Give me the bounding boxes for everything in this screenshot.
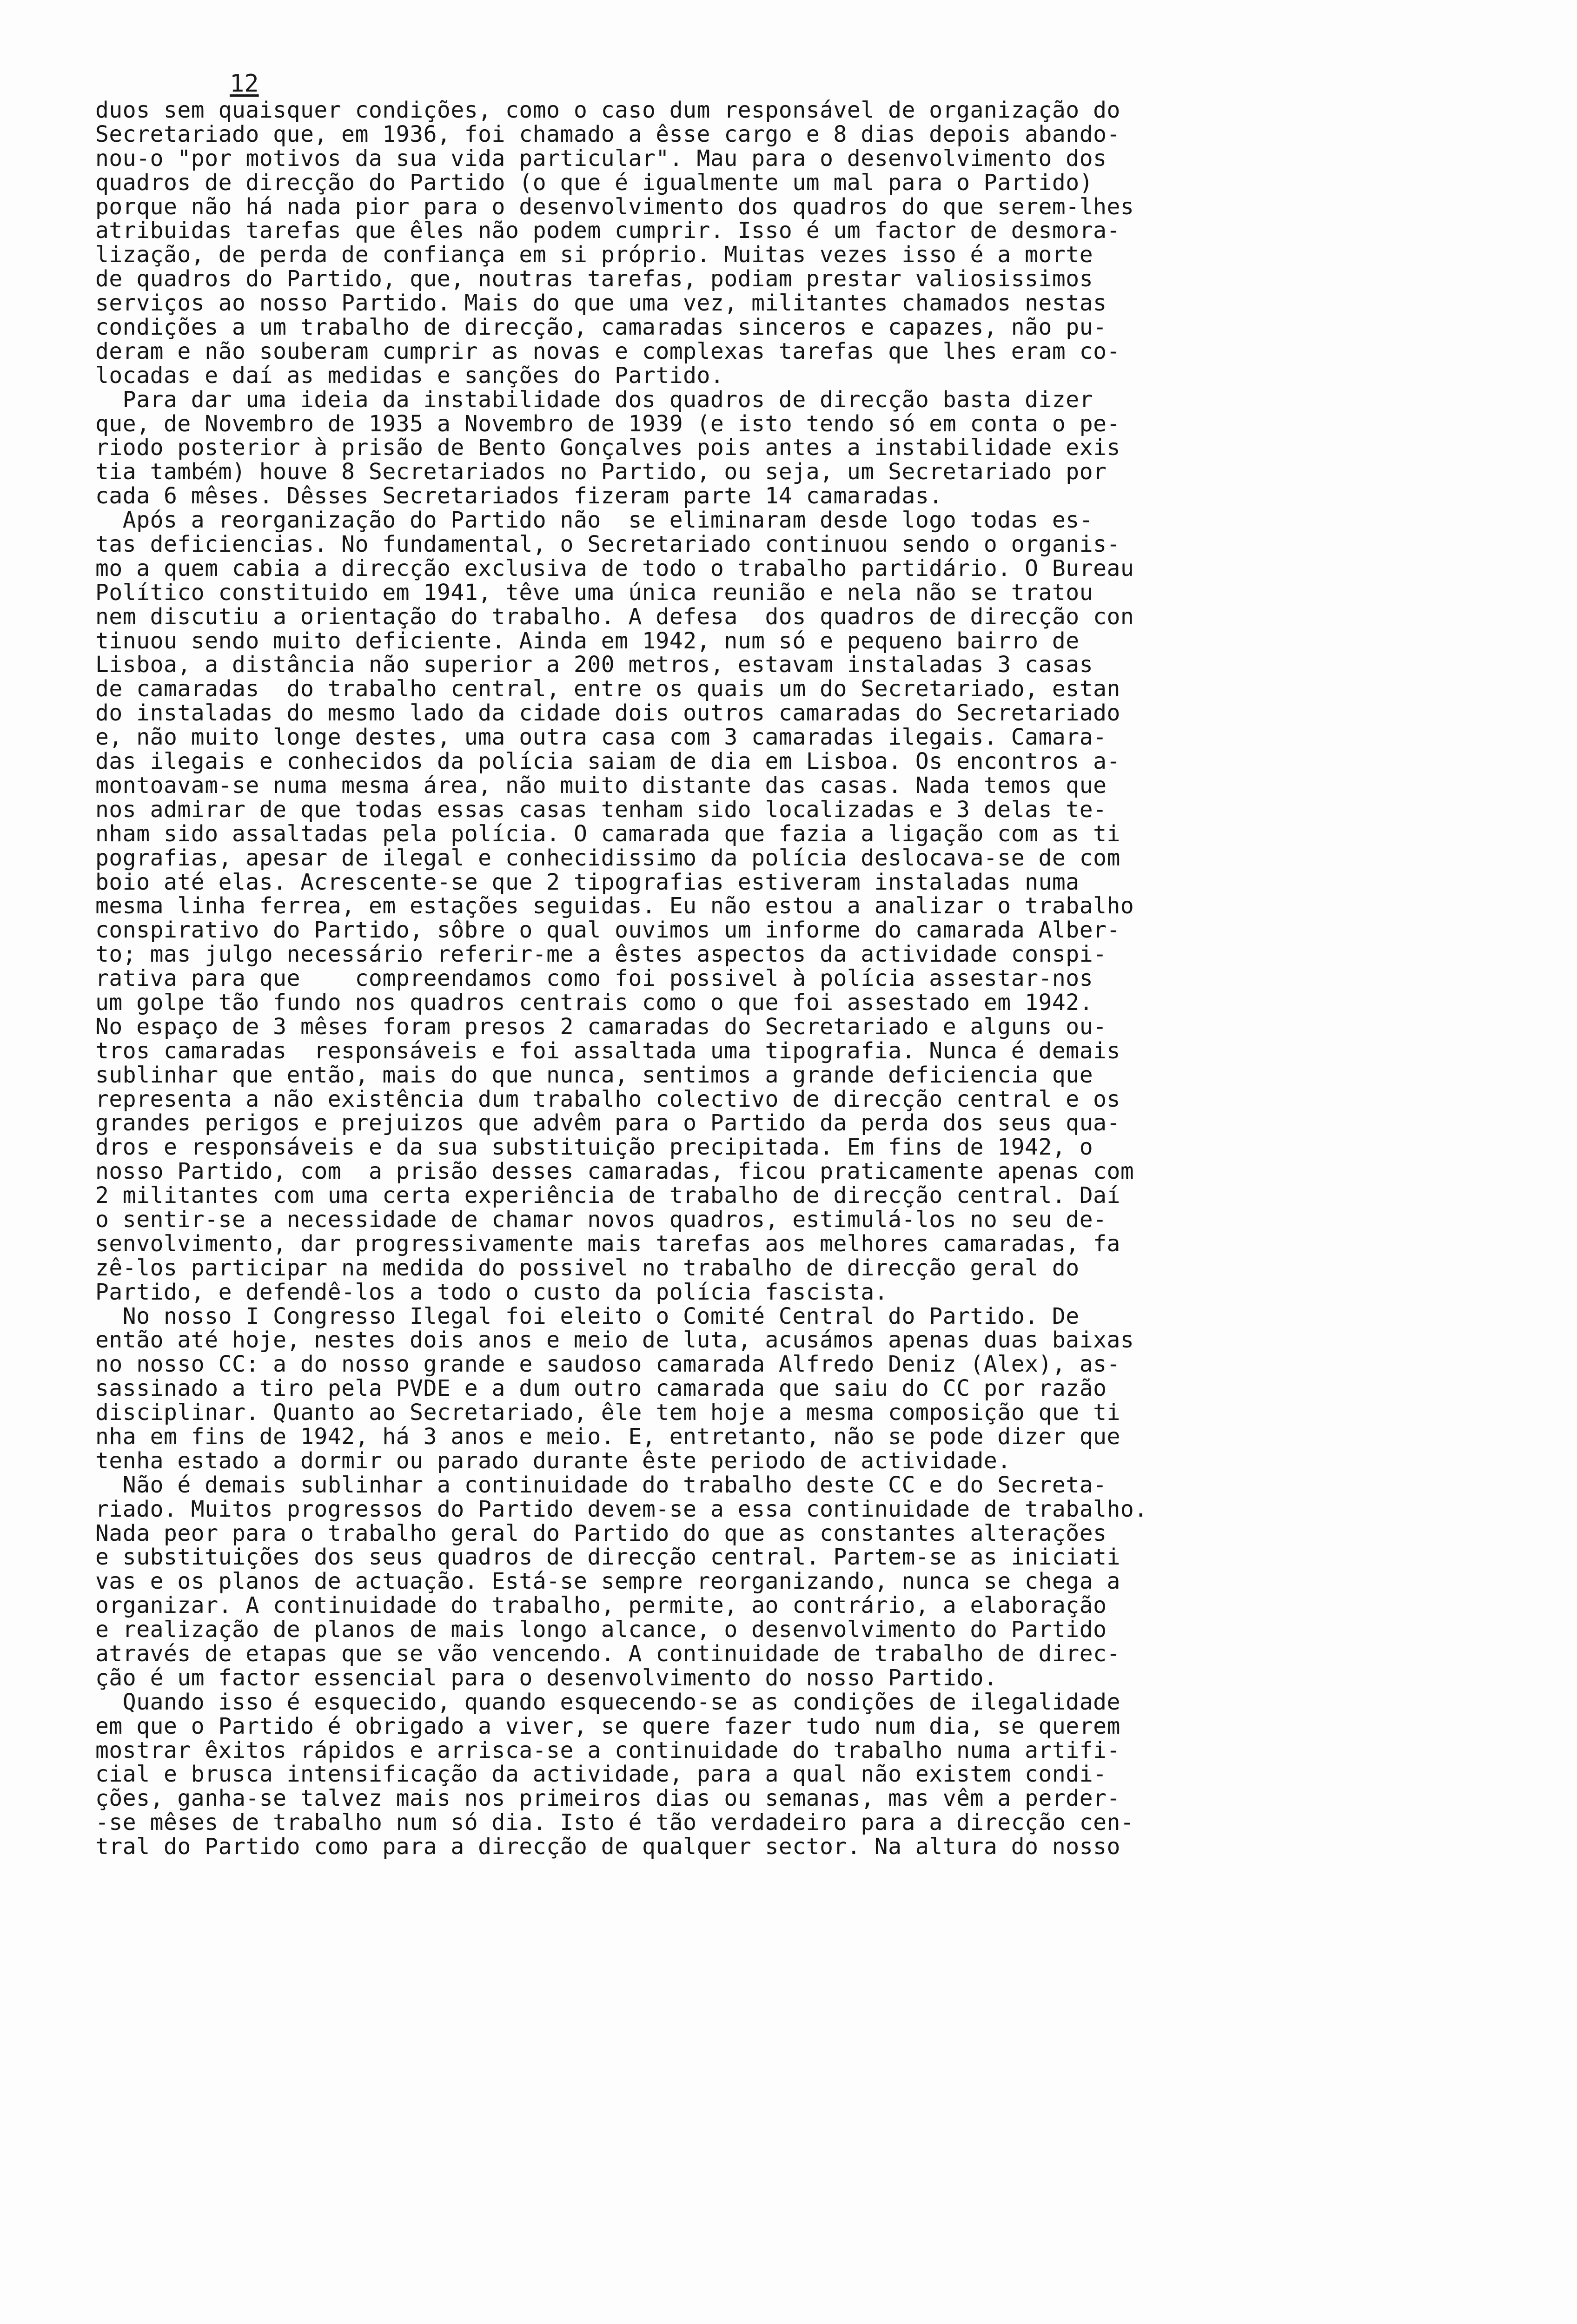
text-line: duos sem quaisquer condições, como o caso dum responsável de organização do — [95, 99, 1120, 123]
text-line: cada 6 mêses. Dêsses Secretariados fizeram parte 14 camaradas. — [95, 484, 943, 509]
text-line: Político constituido em 1941, têve uma única reunião e nela não se tratou — [95, 581, 1093, 605]
text-line: Partido, e defendê-los a todo o custo da polícia fascista. — [95, 1280, 888, 1305]
text-line: Secretariado que, em 1936, foi chamado a êsse cargo e 8 dias depois abando- — [95, 122, 1120, 147]
text-line: rativa para que compreendamos como foi possivel à polícia assestar-nos — [95, 967, 1093, 991]
body-text — [95, 99, 1490, 1859]
text-line: então até hoje, nestes dois anos e meio de luta, acusámos apenas duas baixas — [95, 1328, 1134, 1353]
text-line: serviços ao nosso Partido. Mais do que uma vez, militantes chamados nestas — [95, 291, 1107, 316]
text-line: grandes perigos e prejuizos que advêm para o Partido da perda dos seus qua- — [95, 1111, 1120, 1136]
text-line: dros e responsáveis e da sua substituição precipitada. Em fins de 1942, o — [95, 1136, 1093, 1160]
text-line: e, não muito longe destes, uma outra casa com 3 camaradas ilegais. Camara- — [95, 726, 1107, 750]
text-line: mo a quem cabia a direcção exclusiva de todo o trabalho partidário. O Bureau — [95, 556, 1134, 581]
text-line: Após a reorganização do Partido não se eliminaram desde logo todas es- — [95, 508, 1093, 533]
text-line: e substituições dos seus quadros de direcção central. Partem-se as iniciati — [95, 1545, 1120, 1570]
text-line: Para dar uma ideia da instabilidade dos quadros de direcção basta dizer — [95, 388, 1093, 412]
text-line: tas deficiencias. No fundamental, o Secretariado continuou sendo o organis- — [95, 533, 1120, 557]
text-line: cial e brusca intensificação da actividade, para a qual não existem condi- — [95, 1763, 1107, 1787]
text-line: do instaladas do mesmo lado da cidade dois outros camaradas do Secretariado — [95, 701, 1120, 726]
text-line: tros camaradas responsáveis e foi assaltada uma tipografia. Nunca é demais — [95, 1039, 1120, 1063]
text-line: No espaço de 3 mêses foram presos 2 camaradas do Secretariado e alguns ou- — [95, 1015, 1107, 1039]
text-line: porque não há nada pior para o desenvolvimento dos quadros do que serem-lhes — [95, 195, 1134, 219]
text-line: de camaradas do trabalho central, entre os quais um do Secretariado, estan — [95, 677, 1120, 702]
text-line: quadros de direcção do Partido (o que é igualmente um mal para o Partido) — [95, 171, 1093, 195]
text-line: e realização de planos de mais longo alcance, o desenvolvimento do Partido — [95, 1618, 1107, 1642]
text-line: de quadros do Partido, que, noutras tarefas, podiam prestar valiosissimos — [95, 267, 1093, 292]
text-line: nou-o "por motivos da sua vida particular". Mau para o desenvolvimento dos — [95, 146, 1107, 171]
text-line: nham sido assaltadas pela polícia. O camarada que fazia a ligação com as ti — [95, 822, 1120, 846]
text-line: mostrar êxitos rápidos e arrisca-se a continuidade do trabalho numa artifi- — [95, 1738, 1120, 1763]
text-line: nem discutiu a orientação do trabalho. A defesa dos quadros de direcção con — [95, 605, 1134, 629]
text-line: riado. Muitos progressos do Partido devem-se a essa continuidade de trabalho. — [95, 1497, 1148, 1522]
text-line: ção é um factor essencial para o desenvolvimento do nosso Partido. — [95, 1666, 998, 1690]
text-line: no nosso CC: a do nosso grande e saudoso camarada Alfredo Deniz (Alex), as- — [95, 1353, 1120, 1377]
text-line: Lisboa, a distância não superior a 200 metros, estavam instaladas 3 casas — [95, 653, 1093, 678]
text-line: 2 militantes com uma certa experiência de trabalho de direcção central. Daí — [95, 1184, 1120, 1208]
text-line: tral do Partido como para a direcção de qualquer sector. Na altura do nosso — [95, 1835, 1120, 1860]
text-line: montoavam-se numa mesma área, não muito distante das casas. Nada temos que — [95, 773, 1107, 798]
text-line: um golpe tão fundo nos quadros centrais como o que foi assestado em 1942. — [95, 990, 1093, 1015]
text-line: das ilegais e conhecidos da polícia saiam de dia em Lisboa. Os encontros a- — [95, 750, 1120, 774]
text-line: Nada peor para o trabalho geral do Partido do que as constantes alterações — [95, 1521, 1107, 1546]
text-line: Não é demais sublinhar a continuidade do trabalho deste CC e do Secreta- — [95, 1473, 1107, 1498]
text-line: nos admirar de que todas essas casas tenham sido localizadas e 3 delas te- — [95, 798, 1107, 822]
text-line: em que o Partido é obrigado a viver, se quere fazer tudo num dia, se querem — [95, 1714, 1120, 1739]
page-number: 12 — [230, 70, 259, 98]
text-line: -se mêses de trabalho num só dia. Isto é tão verdadeiro para a direcção cen- — [95, 1811, 1134, 1835]
text-line: nosso Partido, com a prisão desses camaradas, ficou praticamente apenas com — [95, 1160, 1134, 1184]
text-line: condições a um trabalho de direcção, camaradas sinceros e capazes, não pu- — [95, 316, 1107, 340]
text-line: to; mas julgo necessário referir-me a êstes aspectos da actividade conspi- — [95, 943, 1107, 967]
text-line: vas e os planos de actuação. Está-se sempre reorganizando, nunca se chega a — [95, 1570, 1120, 1594]
text-line: boio até elas. Acrescente-se que 2 tipografias estiveram instaladas numa — [95, 870, 1080, 895]
text-line: lização, de perda de confiança em si próprio. Muitas vezes isso é a morte — [95, 243, 1093, 268]
text-line: organizar. A continuidade do trabalho, permite, ao contrário, a elaboração — [95, 1594, 1107, 1618]
text-line: zê-los participar na medida do possivel no trabalho de direcção geral do — [95, 1256, 1080, 1281]
text-line: tia também) houve 8 Secretariados no Partido, ou seja, um Secretariado por — [95, 460, 1107, 485]
text-line: disciplinar. Quanto ao Secretariado, êle tem hoje a mesma composição que ti — [95, 1401, 1120, 1425]
text-line: sassinado a tiro pela PVDE e a dum outro camarada que saiu do CC por razão — [95, 1377, 1107, 1401]
text-line: sublinhar que então, mais do que nunca, sentimos a grande deficiencia que — [95, 1063, 1093, 1088]
text-line: representa a não existência dum trabalho colectivo de direcção central e os — [95, 1087, 1120, 1112]
text-line: tinuou sendo muito deficiente. Ainda em 1942, num só e pequeno bairro de — [95, 629, 1080, 654]
text-line: tenha estado a dormir ou parado durante êste periodo de actividade. — [95, 1449, 1011, 1473]
text-line: Quando isso é esquecido, quando esquecendo-se as condições de ilegalidade — [95, 1690, 1120, 1715]
text-line: através de etapas que se vão vencendo. A continuidade de trabalho de direc- — [95, 1642, 1120, 1666]
text-line: atribuidas tarefas que êles não podem cumprir. Isso é um factor de desmora- — [95, 219, 1120, 244]
text-line: No nosso I Congresso Ilegal foi eleito o Comité Central do Partido. De — [95, 1304, 1080, 1329]
text-line: deram e não souberam cumprir as novas e complexas tarefas que lhes eram co- — [95, 339, 1120, 364]
text-line: senvolvimento, dar progressivamente mais tarefas aos melhores camaradas, fa — [95, 1232, 1120, 1256]
text-line: que, de Novembro de 1935 a Novembro de 1939 (e isto tendo só em conta o pe- — [95, 412, 1120, 436]
text-line: ções, ganha-se talvez mais nos primeiros dias ou semanas, mas vêm a perder- — [95, 1787, 1120, 1811]
text-line: riodo posterior à prisão de Bento Gonçalves pois antes a instabilidade exis — [95, 436, 1120, 461]
text-line: o sentir-se a necessidade de chamar novos quadros, estimulá-los no seu de- — [95, 1208, 1107, 1232]
text-line: locadas e daí as medidas e sanções do Partido. — [95, 363, 724, 388]
text-line: mesma linha ferrea, em estações seguidas. Eu não estou a analizar o trabalho — [95, 894, 1134, 919]
text-line: nha em fins de 1942, há 3 anos e meio. E, entretanto, não se pode dizer que — [95, 1425, 1120, 1449]
text-line: conspirativo do Partido, sôbre o qual ouvimos um informe do camarada Alber- — [95, 918, 1120, 943]
text-line: pografias, apesar de ilegal e conhecidissimo da polícia deslocava-se de com — [95, 846, 1120, 871]
